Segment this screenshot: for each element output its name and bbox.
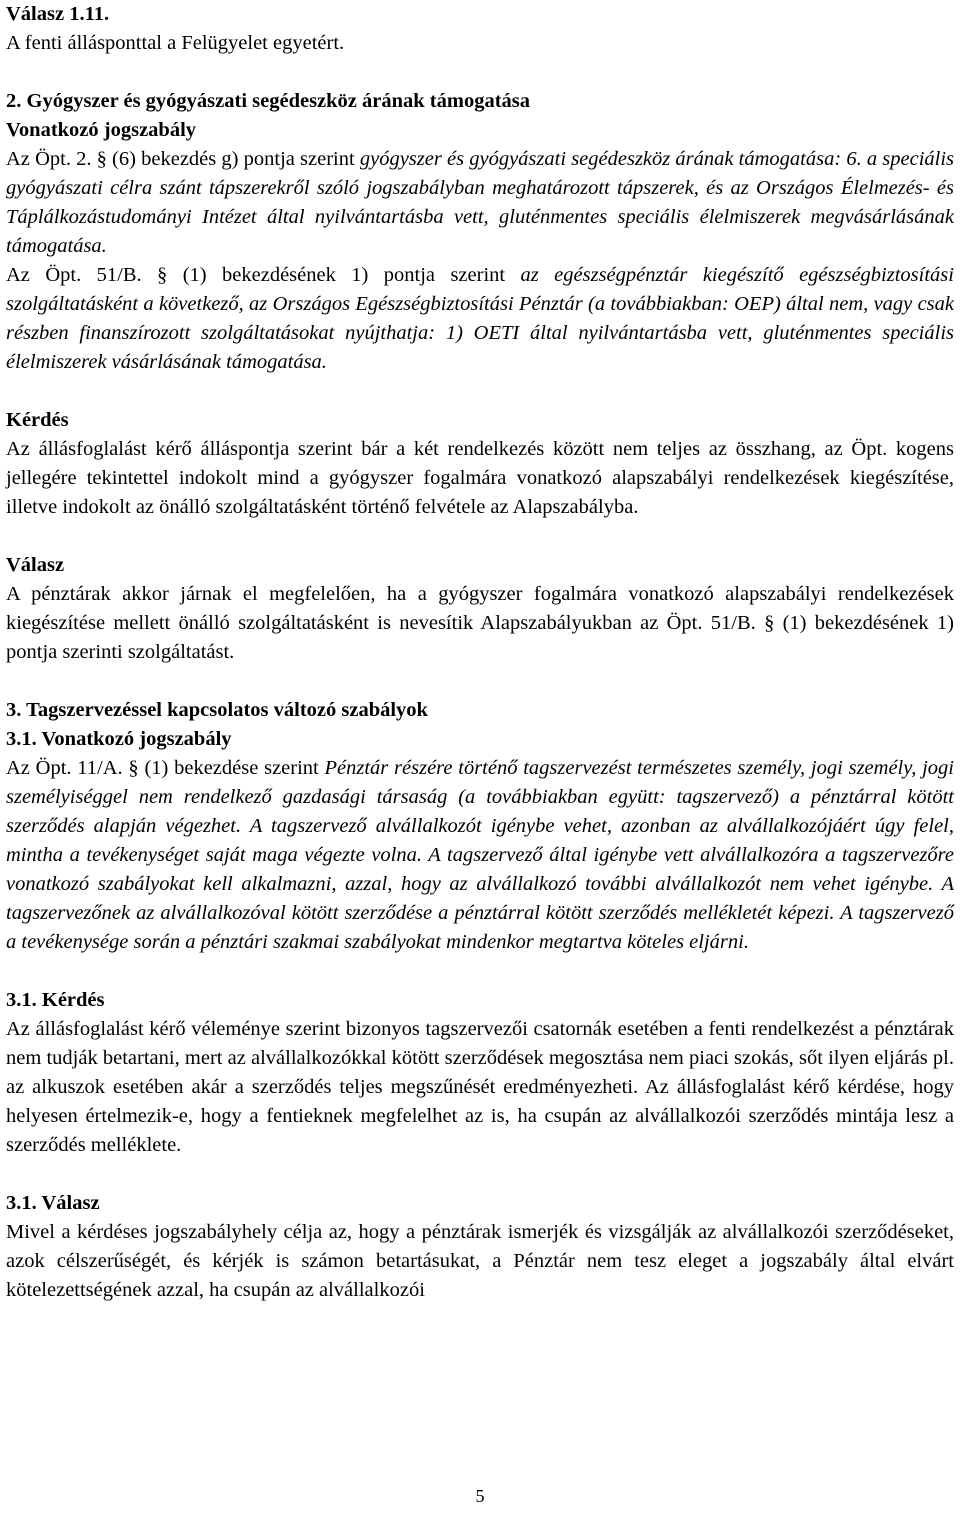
page-number: 5 — [475, 1486, 485, 1506]
section-3-1-regulation-heading: 3.1. Vonatkozó jogszabály — [6, 728, 232, 750]
section-3-1-question-heading: 3.1. Kérdés — [6, 989, 105, 1011]
section-3-title: 3. Tagszervezéssel kapcsolatos változó szabályok — [6, 699, 428, 721]
section-2-regulation-heading: Vonatkozó jogszabály — [6, 119, 197, 141]
section-2-answer-heading: Válasz — [6, 554, 65, 576]
section-3-1-regulation-quote: Pénztár részére történő tagszervezést természetes személy, jogi személy, jogi személyiséggel nem rendelkező gazdasági társaság (a továbbiakban együtt: tagszervező) a pénztárral kötött szerződés alapján végezhet. A tagszervező alvállalkozót igénybe vehet, azonban az alvállalkozójáért úgy felel, mintha a tevékenységet saját maga végezte volna. A tagszervező által igénybe vett alvállalkozóra a tagszervezőre vonatkozó szabályokat kell alkalmazni, azzal, hogy az alvállalkozó további alvállalkozót nem vehet igénybe. A tagszervezőnek az alvállalkozóval kötött szerződése a pénztárral kötött szerződés mellékletét képezi. A tagszervező a tevékenysége során a pénztári szakmai szabályokat mindenkor megtartva köteles eljárni. — [6, 757, 954, 953]
section-2-answer — [6, 551, 954, 667]
section-2-answer-text: A pénztárak akkor járnak el megfelelően, ha a gyógyszer fogalmára vonatkozó alapszabályi rendelkezések kiegészítése mellett önálló szolgáltatásként is nevesítik Alapszabályukban az Öpt. 51/B. § (1) bekezdésének 1) pontja szerinti szolgáltatást. — [6, 583, 954, 663]
section-2-regulation-paragraph-2-lead: Az Öpt. 51/B. § (1) bekezdésének 1) pontja szerint — [6, 264, 521, 286]
section-2-regulation-paragraph-1 — [6, 145, 954, 261]
answer-1-11-section — [6, 0, 954, 58]
section-2-question-heading: Kérdés — [6, 409, 69, 431]
section-2-regulation-paragraph-2-quote: az egészségpénztár kiegészítő egészségbiztosítási szolgáltatásként a következő, az Országos Egészségbiztosítási Pénztár (a továbbiakban: OEP) által nem, vagy csak részben finanszírozott szolgáltatásokat nyújthatja: 1) OETI által nyilvántartásba vett, gluténmentes speciális élelmiszerek vásárlásának támogatása. — [6, 264, 954, 373]
section-2-regulation-paragraph-2 — [6, 261, 954, 377]
section-3-1-regulation-paragraph — [6, 754, 954, 957]
section-2-question-text: Az állásfoglalást kérő álláspontja szerint bár a két rendelkezés között nem teljes az összhang, az Öpt. kogens jellegére tekintettel indokolt mind a gyógyszer fogalmára vonatkozó alapszabályi rendelkezések kiegészítése, illetve indokolt az önálló szolgáltatásként történő felvétele az Alapszabályba. — [6, 438, 954, 518]
document-page — [6, 0, 954, 1305]
answer-1-11-text: A fenti állásponttal a Felügyelet egyetért. — [6, 32, 345, 54]
section-2-regulation-paragraph-1-quote: gyógyszer és gyógyászati segédeszköz árának támogatása: 6. a speciális gyógyászati célra szánt tápszerekről szóló jogszabályban meghatározott tápszerek, és az Országos Élelmezés- és Táplálkozástudományi Intézet által nyilvántartásba vett, gluténmentes speciális élelmiszerek megvásárlásának támogatása. — [6, 148, 955, 257]
section-3-1-question-text: Az állásfoglalást kérő véleménye szerint bizonyos tagszervezői csatornák esetében a fenti rendelkezést a pénztárak nem tudják betartani, mert az alvállalkozókkal kötött szerződések megosztása nem piaci szokás, sőt ilyen eljárás pl. az alkuszok esetében akár a szerződés teljes megszűnését eredményezheti. Az állásfoglalást kérő kérdése, hogy helyesen értelmezik-e, hogy a fentieknek megfelelhet az is, ha csupán az alvállalkozói szerződés mintája lesz a szerződés melléklete. — [6, 1018, 954, 1156]
section-3-1-answer — [6, 1189, 954, 1305]
section-2-regulation-paragraph-1-lead: Az Öpt. 2. § (6) bekezdés g) pontja szerint — [6, 148, 360, 170]
section-3-1-answer-text: Mivel a kérdéses jogszabályhely célja az, hogy a pénztárak ismerjék és vizsgálják az alvállalkozói szerződéseket, azok célszerűségét, és kérjék is számon betartásukat, a Pénztár nem tesz eleget a jogszabály által elvárt kötelezettségének azzal, ha csupán az alvállalkozói — [6, 1221, 954, 1301]
section-3 — [6, 696, 954, 957]
section-3-1-regulation-lead: Az Öpt. 11/A. § (1) bekezdése szerint — [6, 757, 325, 779]
section-3-1-answer-heading: 3.1. Válasz — [6, 1192, 100, 1214]
section-2 — [6, 87, 954, 377]
section-3-1-question — [6, 986, 954, 1160]
section-2-question — [6, 406, 954, 522]
section-2-title: 2. Gyógyszer és gyógyászati segédeszköz árának támogatása — [6, 90, 531, 112]
answer-1-11-heading: Válasz 1.11. — [6, 3, 110, 25]
